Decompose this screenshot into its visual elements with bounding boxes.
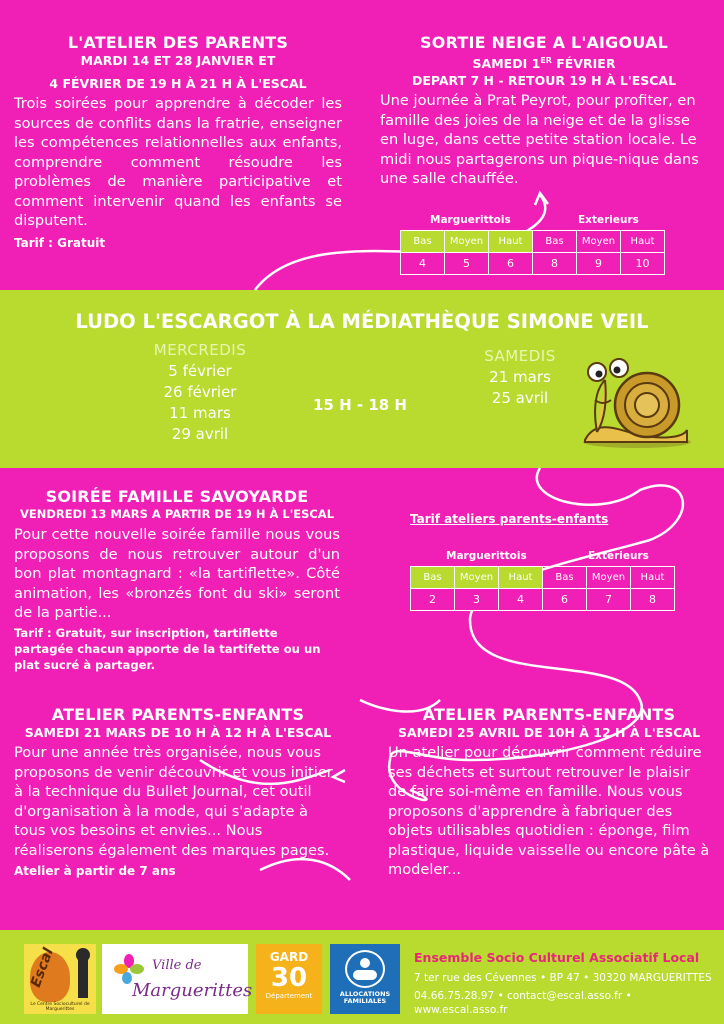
ateliers-level: Haut [631,567,675,589]
org-info [414,950,718,1017]
ateliers-group-a-label: Marguerittois [446,550,527,562]
ateliers-level: Bas [543,567,587,589]
atelier-avril-title: ATELIER PARENTS-ENFANTS [422,705,676,724]
neige-group-a-label: Marguerittois [430,214,511,226]
samedis-block [460,346,580,409]
ateliers-level: Moyen [587,567,631,589]
ateliers-price: 6 [543,589,587,611]
mercredi-date: 26 février [163,383,237,401]
atelier-avril-date: SAMEDI 25 AVRIL DE 10H À 12 H À L'ESCAL [397,725,701,740]
atelier-mars-body: Pour une année très organisée, nous vous proposons de venir découvrir et vous initier à la technique du Bullet Journal, cet outil d'organisation à la mode, qui s'adapte à tous vos besoins et envies... Nous réaliserons également des marques pages. [14,744,333,859]
snail-mascot-illustration [575,350,695,450]
soiree-date: VENDREDI 13 MARS A PARTIR DE 19 H À L'ESCAL [19,507,335,521]
atelier-mars-note: Atelier à partir de 7 ans [14,864,176,878]
ateliers-level: Haut [499,567,543,589]
ludo-hours: 15 H - 18 H [313,396,407,414]
mercredis-block [130,340,270,445]
soiree-title: SOIRÉE FAMILLE SAVOYARDE [45,487,309,506]
mercredi-date: 5 février [168,362,232,380]
neige-level: Bas [401,231,445,253]
sortie-neige-body: Une journée à Prat Peyrot, pour profiter, en famille des joies de la neige et de la glisse en luge, dans cette petite station locale. Le midi nous partagerons un pique-nique dans une salle chauffée. [380,92,699,188]
neige-group-b-label: Exterieurs [578,214,639,226]
atelier-parents-dates-2: 4 FÉVRIER DE 19 H À 21 H À L'ESCAL [49,76,307,91]
tarif-ateliers-title: Tarif ateliers parents-enfants [410,512,609,526]
ateliers-price: 3 [455,589,499,611]
neige-level: Moyen [577,231,621,253]
neige-level: Bas [533,231,577,253]
neige-price: 9 [577,253,621,275]
samedi-date: 21 mars [489,368,551,386]
atelier-parents-tarif: Tarif : Gratuit [14,235,106,250]
sortie-neige-date: SAMEDI 1ER FÉVRIER [472,56,616,72]
soiree-tarif: Tarif : Gratuit, sur inscription, tartiflette partagée chacun apporte de la tartifette ou un plat sucré à partager. [14,625,321,672]
atelier-parents-title: L'ATELIER DES PARENTS [67,33,289,52]
ateliers-level: Moyen [455,567,499,589]
neige-price: 5 [445,253,489,275]
atelier-parents-dates-1: MARDI 14 ET 28 JANVIER ET [80,53,276,68]
neige-level: Haut [621,231,665,253]
ateliers-tarif-table [410,566,675,611]
ateliers-group-b-label: Exterieurs [588,550,649,562]
neige-price: 8 [533,253,577,275]
gard-logo: GARD 30 Département [256,944,322,1014]
neige-level: Haut [489,231,533,253]
atelier-mars-date: SAMEDI 21 MARS DE 10 H À 12 H À L'ESCAL [24,725,332,740]
sortie-neige-depart: DEPART 7 H - RETOUR 19 H À L'ESCAL [411,73,677,89]
mercredis-label: MERCREDIS [153,341,247,359]
ville-marguerittes-logo: Ville de Marguerittes [102,944,248,1014]
neige-price: 4 [401,253,445,275]
atelier-parents-section [14,34,342,251]
caf-logo: ALLOCATIONS FAMILIALES [330,944,400,1014]
org-address: 7 ter rue des Cévennes • BP 47 • 30320 MARGUERITTES [414,972,712,984]
ateliers-level: Bas [411,567,455,589]
soiree-body: Pour cette nouvelle soirée famille nous vous proposons de nous retrouver autour d'un bon plat montagnard : «la tartiflette». Côté animation, les «bronzés font du ski» seront de la partie... [14,526,340,621]
ateliers-price: 8 [631,589,675,611]
org-contact: 04.66.75.28.97 • contact@escal.asso.fr • www.escal.asso.fr [414,990,632,1016]
atelier-mars-section [14,706,342,879]
atelier-parents-body: Trois soirées pour apprendre à décoder les sources de conflits dans la fratrie, enseigner les compétences relationnelles aux enfants, comprendre comment résoudre les problèmes de manière participative et comment intervenir quand les enfants se disputent. [14,95,342,229]
sortie-neige-title: SORTIE NEIGE A L'AIGOUAL [420,33,668,52]
mercredi-date: 11 mars [169,404,231,422]
neige-price: 10 [621,253,665,275]
neige-tarif-table [400,230,665,275]
samedis-label: SAMEDIS [484,347,556,365]
atelier-mars-title: ATELIER PARENTS-ENFANTS [51,705,305,724]
escal-logo: Escal Le Centre Socioculturel de Marguerittes [24,944,96,1014]
org-title: Ensemble Socio Culturel Associatif Local [414,950,700,965]
sortie-neige-section [380,34,708,189]
ludo-title: LUDO L'ESCARGOT À LA MÉDIATHÈQUE SIMONE VEIL [75,310,649,333]
ateliers-price: 4 [499,589,543,611]
soiree-savoyarde-section [14,488,340,673]
atelier-avril-body: Un atelier pour découvrir comment réduire ses déchets et surtout retrouver le plaisir de faire soi-même en famille. Nous vous proposons d'apprendre à fabriquer des objets utilisables quotidien : éponge, film plastique, liquide vaisselle ou encore pâte à modeler... [388,744,710,878]
ateliers-price: 2 [411,589,455,611]
ateliers-price: 7 [587,589,631,611]
atelier-avril-section [388,706,710,880]
neige-price: 6 [489,253,533,275]
neige-level: Moyen [445,231,489,253]
mercredi-date: 29 avril [171,425,229,443]
samedi-date: 25 avril [491,389,549,407]
